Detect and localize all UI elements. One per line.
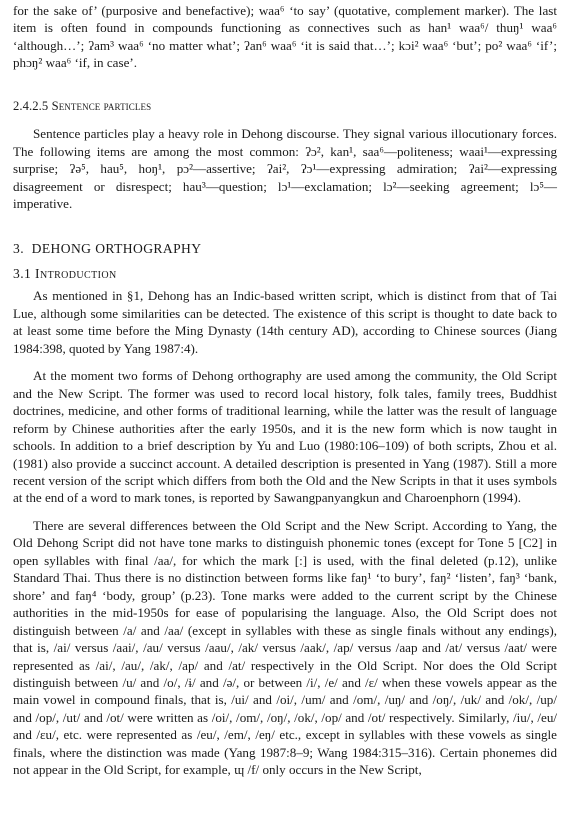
section-number: 3. <box>13 240 24 256</box>
section-title: Introduction <box>35 265 117 281</box>
paragraph-introduction-2: At the moment two forms of Dehong orthography are used among the community, the Old Script and the New Script. The former was used to record local history, folk tales, family trees, Buddhist doctrines, medicine, and other forms of traditional learning, while the latter was the result of language reform by Chinese authorities after the early 1950s, and it is the new form which is now taught in schools. In addition to a brief description by Yu and Luo (1980:106–109) of both scripts, Zhou et al. (1981) also provide a succinct account. A detailed description is presented in Yang (1987). Still a more recent version of the script which differs from both the Old and the New Scripts in that it uses symbols at the end of a word to mark tones, is reported by Sawangpanyangkun and Charoenphorn (1994). <box>13 368 557 506</box>
section-heading-3 <box>13 240 557 257</box>
paragraph-introduction-3: There are several differences between the Old Script and the New Script. According to Yang, the Old Dehong Script did not have tone marks to distinguish phonemic tones (except for Tone 5 [C2] in open syllables with final /aa/, for which the mark [:] is used, with the final deleted (p.12), unlike Standard Thai. Thus there is no distinction between forms like faŋ¹ ‘to bury’, faŋ² ‘listen’, faŋ³ ‘bank, shore’ and faŋ⁴ ‘body, group’ (p.23). Tone marks were added to the current script by the Chinese authorities in the mid-1950s for ease of popularising the language. Also, the Old Script does not distinguish between /a/ and /aa/ (except in syllables with these as single finals without any endings), that is, /ai/ versus /aai/, /au/ versus /aau/, /ak/ versus /aak/, /ap/ versus /aap and /at/ versus /aat/ were represented as /ai/, /au/, /ak/, /ap/ and /at/ respectively in the Old Script. Nor does the Old Script distinguish between /u/ and /o/, /ɨ/ and /ə/, or between /i/, /e/ and /ɛ/ when these vowels appear as the main vowel in compound finals, that is, /ui/ and /oi/, /um/ and /om/, /uŋ/ and /oŋ/, /uk/ and /ok/, /up/ and /op/, /ut/ and /ot/ were written as /oi/, /om/, /oŋ/, /ok/, /op/ and /ot/ respectively. Similarly, /iu/, /eu/ and /ɛu/, etc. were represented as /eu/, /em/, /eŋ/ etc., except in syllables with these vowels as single finals, where the distinction was made (Yang 1987:8–9; Wang 1984:315–316). Certain phonemes did not appear in the Old Script, for example, ɰ /f/ only occurs in the New Script, <box>13 517 557 778</box>
paragraph-connectives: for the sake of’ (purposive and benefactive); waa⁶ ‘to say’ (quotative, complement marker). The last item is often found in compounds functioning as connectives such as han¹ waa⁶/ thuŋ¹ waa⁶ ‘although…’; ʔam³ waa⁶ ‘no matter what’; ʔan⁶ waa⁶ ‘it is said that…’; kɔi² waa⁶ ‘but’; po² waa⁶ ‘if’; phɔŋ² waa⁶ ‘if, in case’. <box>13 3 557 71</box>
paragraph-sentence-particles: Sentence particles play a heavy role in Dehong discourse. They signal various illocutionary forces. The following items are among the most common: ʔɔ², kan¹, saa⁶—politeness; waai¹—expressing surprise; ʔə⁵, hau⁵, hoŋ¹, pɔ²—assertive; ʔai², ʔɔ¹—expressing admiration; ʔai²—expressing disagreement or disrespect; hau³—question; lɔ¹—exclamation; lɔ²—seeking agreement; lɔ⁵—imperative. <box>13 126 557 212</box>
paragraph-introduction-1: As mentioned in §1, Dehong has an Indic-based written script, which is distinct from that of Tai Lue, although some similarities can be detected. The existence of this script is thought to date back to at least some time before the Ming Dynasty (14th century AD), according to Chinese sources (Jiang 1984:398, quoted by Yang 1987:4). <box>13 288 557 356</box>
section-heading-3-1 <box>13 265 557 282</box>
section-title: DEHONG ORTHOGRAPHY <box>31 240 202 256</box>
section-number: 3.1 <box>13 265 32 281</box>
section-title: Sentence particles <box>51 98 152 113</box>
section-number: 2.4.2.5 <box>13 98 49 113</box>
section-heading-2-4-2-5 <box>13 98 557 115</box>
